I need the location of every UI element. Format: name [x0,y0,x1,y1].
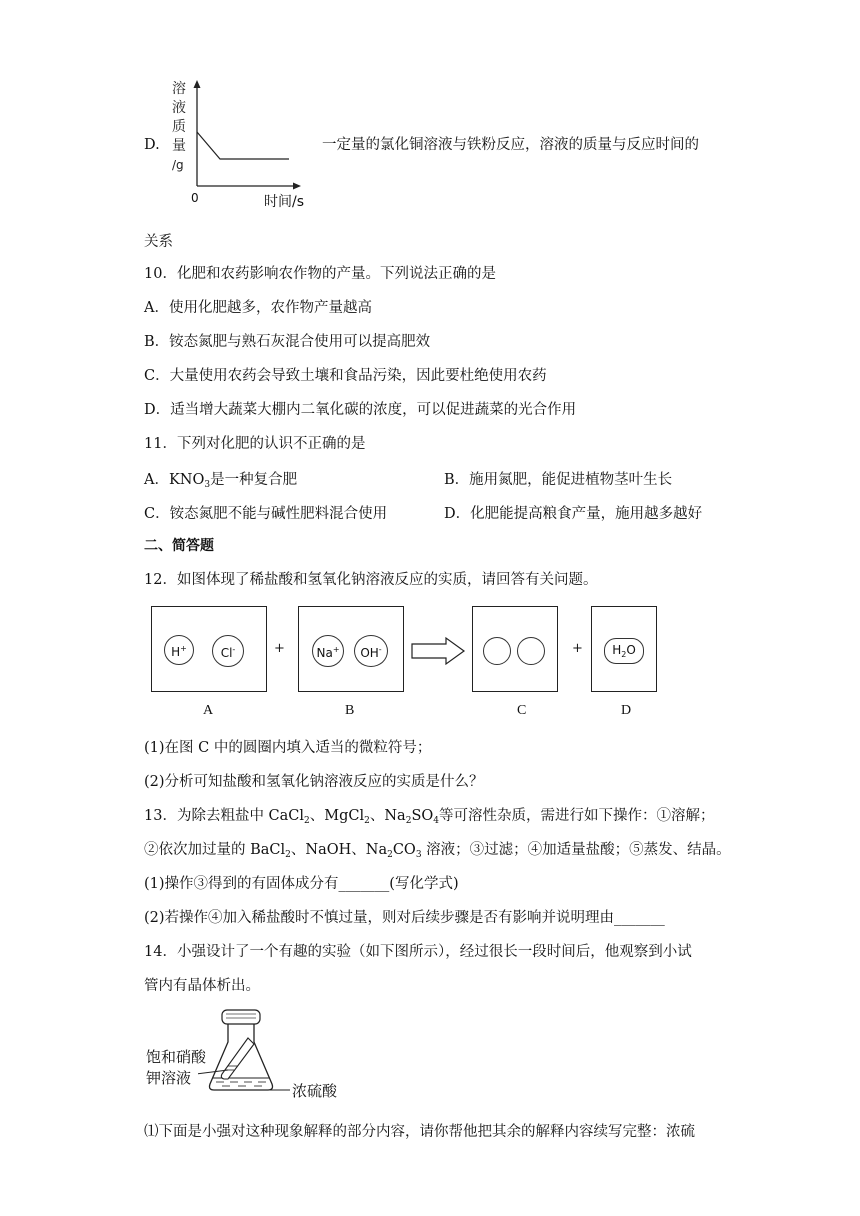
question-stem: 12．如图体现了稀盐酸和氢氧化钠溶液反应的实质，请回答有关问题。 [144,572,598,588]
subscript: 3 [415,850,422,860]
subscript: 3 [204,480,211,490]
label-conc-sulfuric-acid: 浓硫酸 [292,1082,338,1100]
label-line: 钾溶液 [146,1069,192,1087]
subscript: 2 [387,850,393,860]
sub-question-1: (1)操作③得到的有固体成分有_______(写化学式) [144,876,459,892]
option-text: 一定量的氯化铜溶液与铁粉反应，溶液的质量与反应时间的 [322,137,699,153]
text: H [612,643,622,657]
subscript: 2 [304,816,310,826]
text: Cl [220,646,233,660]
box-d [591,606,657,692]
label-saturated-kno3 [146,1047,206,1089]
option-text-continued: 关系 [144,234,173,250]
box-b [298,606,404,692]
text: 、MgCl [309,808,365,824]
plus-sign: + [572,641,583,656]
text: H [171,645,181,659]
small-test-tube [221,1038,254,1079]
empty-circle [517,637,545,665]
question-stem-line-1: 14．小强设计了一个有趣的实验（如下图所示），经过很长一段时间后，他观察到小试 [144,944,692,960]
sup: + [332,645,340,654]
text: OH [360,646,379,660]
option-d: D．适当增大蔬菜大棚内二氧化碳的浓度，可以促进蔬菜的光合作用 [144,402,577,418]
sup: + [180,644,187,653]
mass-time-chart [165,78,345,208]
chart-origin: 0 [191,191,199,205]
option-b: B．施用氮肥，能促进植物茎叶生长 [444,472,673,488]
sup: - [378,645,382,654]
box-a [151,606,267,692]
question-stem-line-2: 管内有晶体析出。 [144,978,260,994]
sub-question-1: (1)在图 C 中的圆圈内填入适当的微粒符号； [144,740,432,756]
sub-question-2: (2)若操作④加入稀盐酸时不慎过量，则对后续步骤是否有影响并说明理由_______ [144,910,665,926]
option-c: C．铵态氮肥不能与碱性肥料混合使用 [144,506,388,522]
question-stem: 11．下列对化肥的认识不正确的是 [144,436,366,452]
option-letter: D. [144,137,160,153]
text: Na [316,646,333,660]
subscript: 4 [433,816,440,826]
text: O [626,643,636,657]
ylabel-char: 质 [172,119,186,135]
y-axis-arrow [194,80,201,88]
ion-h-plus [164,635,194,665]
sub-question-2: (2)分析可知盐酸和氢氧化钠溶液反应的实质是什么？ [144,774,484,790]
reaction-arrow [410,636,466,666]
option-a: A．使用化肥越多，农作物产量越高 [144,300,372,316]
subscript: 2 [285,850,291,860]
text: 是一种复合肥 [210,472,298,488]
empty-circle [483,637,511,665]
subscript: 2 [621,650,627,659]
ion-na-plus [312,635,344,667]
mass-curve [197,132,289,159]
text: 、Na [369,808,406,824]
text: 13．为除去粗盐中 CaCl [144,808,305,824]
water-molecule [604,638,644,664]
ylabel-char: 量 [172,138,186,154]
ylabel-char: 液 [172,100,186,116]
box-c [472,606,558,692]
text: 、NaOH、Na [290,842,388,858]
question-stem: 10．化肥和农药影响农作物的产量。下列说法正确的是 [144,266,496,282]
section-heading: 二、简答题 [144,538,214,554]
chart-ylabel [172,80,186,175]
question-stem-line-1 [144,806,715,831]
ylabel-char: /g [172,158,184,172]
ion-cl-minus [212,635,244,667]
chart-xlabel: 时间/s [264,194,305,210]
sup: - [232,645,236,654]
option-b: B．铵态氮肥与熟石灰混合使用可以提高肥效 [144,334,431,350]
subscript: 2 [405,816,412,826]
stopper [222,1010,260,1024]
text: A．KNO [144,472,205,488]
subscript: 2 [364,816,370,826]
sub-question-1: ⑴下面是小强对这种现象解释的部分内容，请你帮他把其余的解释内容续写完整：浓硫 [144,1124,695,1140]
option-c: C．大量使用农药会导致土壤和食品污染，因此要杜绝使用农药 [144,368,547,384]
text: ②依次加过量的 BaCl [144,842,286,858]
question-stem-line-2 [144,840,731,865]
label-line: 饱和硝酸 [146,1048,207,1066]
ion-oh-minus [354,635,388,667]
text: 等可溶性杂质，需进行如下操作：①溶解； [439,808,715,824]
label-a: A [203,703,214,718]
ylabel-char: 溶 [172,81,186,97]
option-d: D．化肥能提高粮食产量，施用越多越好 [444,506,703,522]
option-a [144,468,297,490]
plus-sign: + [274,641,285,656]
x-axis-arrow [293,183,301,190]
label-d: D [621,703,632,718]
text: CO [392,842,416,858]
text: 溶液；③过滤；④加适量盐酸；⑤蒸发、结晶。 [421,842,731,858]
label-c: C [517,703,527,718]
text: SO [411,808,434,824]
label-b: B [345,703,355,718]
